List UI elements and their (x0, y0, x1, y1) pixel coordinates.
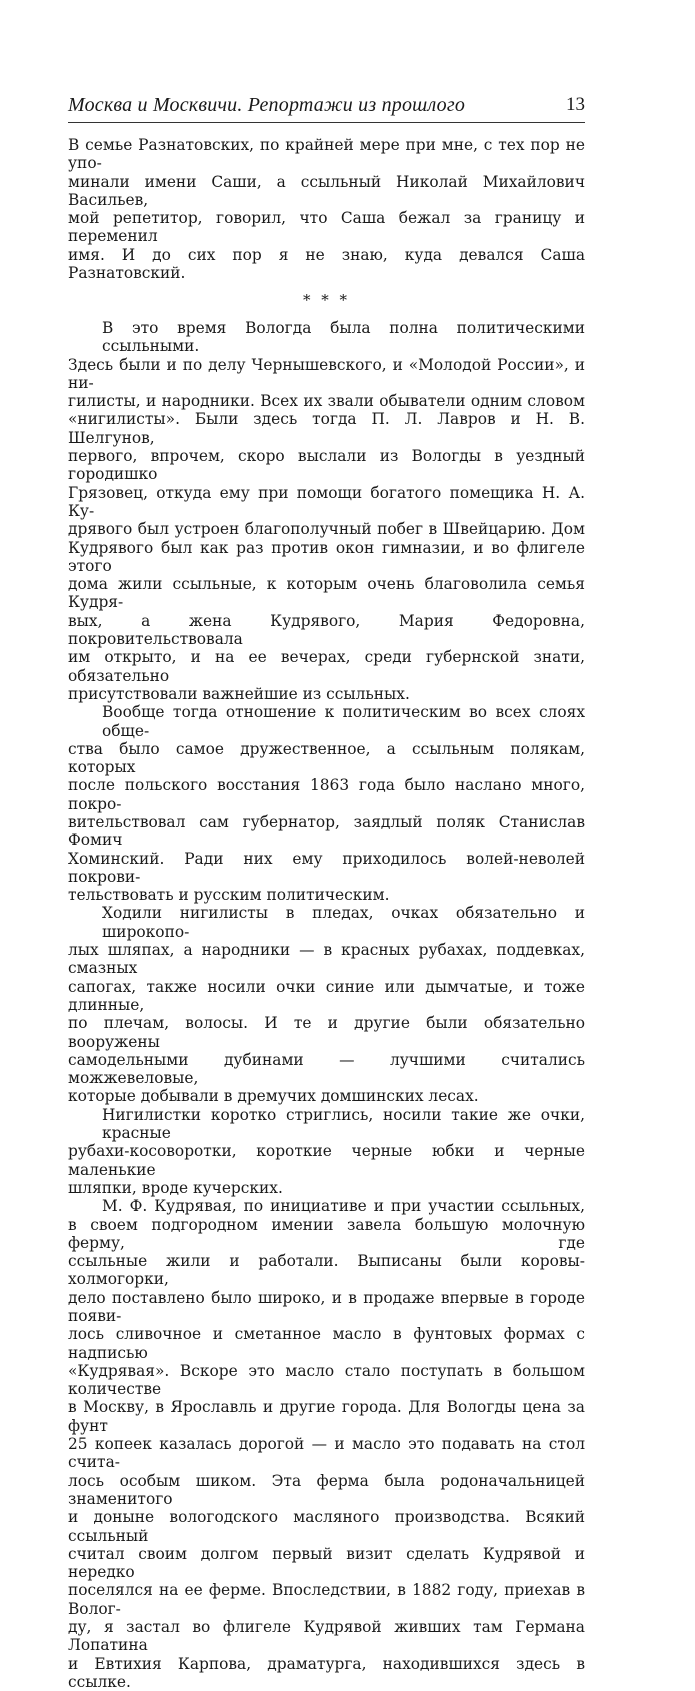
text-line: ства было самое дружественное, а ссыльным полякам, которых (68, 739, 585, 777)
text-line: вительствовал сам губернатор, заядлый поляк Станислав Фомич (68, 812, 585, 850)
text-line: первого, впрочем, скоро выслали из Вологды в уездный городишко (68, 447, 585, 484)
text-line: самодельными дубинами — лучшими считались можжевеловые, (68, 1050, 585, 1088)
text-line: гилисты, и народники. Всех их звали обыватели одним словом (68, 392, 585, 411)
text-line: шляпки, вроде кучерских. (68, 1178, 283, 1197)
text-line: В семье Разнатовских, по крайней мере при мне, с тех пор не упо- (68, 136, 585, 173)
text-line: ссыльные жили и работали. Выписаны были коровы-холмогорки, (68, 1252, 585, 1289)
text-line: в Москву, в Ярославль и другие города. Для Вологды цена за фунт (68, 1398, 585, 1435)
text-line: Кудрявого был как раз против окон гимназии, и во флигеле этого (68, 538, 585, 575)
page-number: 13 (566, 94, 585, 115)
paragraph (68, 136, 585, 282)
text-line: «нигилисты». Были здесь тогда П. Л. Лавров и Н. В. Шелгунов, (68, 410, 585, 447)
text-line: лых шляпах, а народники — в красных рубахах, поддевках, смазных (68, 941, 585, 978)
text-line: «Кудрявая». Вскоре это масло стало поступать в большом количестве (68, 1361, 585, 1399)
paragraph (68, 703, 585, 904)
text-line: Здесь были и по делу Чернышевского, и «Молодой России», и ни- (68, 355, 585, 392)
text-line: в своем подгородном имении завела большую молочную ферму, где (68, 1215, 585, 1252)
text-line: им открыто, и на ее вечерах, среди губернской знати, обязательно (68, 648, 585, 685)
running-title: Москва и Москвичи. Репортажи из прошлого (68, 94, 466, 116)
text-line: Грязовец, откуда ему при помощи богатого помещика Н. А. Ку- (68, 483, 585, 520)
text-line: имя. И до сих пор я не знаю, куда девался Саша Разнатовский. (68, 245, 585, 283)
paragraph (68, 1106, 585, 1197)
text-line: и доныне вологодского масляного производства. Всякий ссыльный (68, 1508, 585, 1545)
paragraph (68, 904, 585, 1105)
text-line: вых, а жена Кудрявого, Мария Федоровна, покровительствовала (68, 611, 585, 649)
text-line: считал своим долгом первый визит сделать Кудрявой и нередко (68, 1544, 585, 1582)
text-line: после польского восстания 1863 года было наслано много, покро- (68, 776, 585, 813)
text-line: Ходили нигилисты в пледах, очках обязательно и широкопо- (102, 904, 585, 941)
page-body (68, 136, 585, 1691)
text-line: рубахи-косоворотки, короткие черные юбки и черные маленькие (68, 1142, 585, 1179)
text-line: сапогах, также носили очки синие или дымчатые, и тоже длинные, (68, 977, 585, 1014)
text-line: лось особым шиком. Эта ферма была родоначальницей знаменитого (68, 1471, 585, 1508)
text-line: Хоминский. Ради них ему приходилось волей-неволей покрови- (68, 849, 585, 886)
text-line: Вообще тогда отношение к политическим во всех слоях обще- (102, 703, 585, 740)
text-line: дома жили ссыльные, к которым очень благоволила семья Кудря- (68, 575, 585, 612)
text-line: поселялся на ее ферме. Впоследствии, в 1882 году, приехав в Волог- (68, 1581, 585, 1618)
text-line: Нигилистки коротко стриглись, носили такие же очки, красные (102, 1105, 585, 1143)
text-line: М. Ф. Кудрявая, по инициативе и при участии ссыльных, (102, 1197, 585, 1216)
text-line: тельствовать и русским политическим. (68, 886, 390, 905)
section-separator: * * * (302, 291, 351, 310)
paragraph (68, 319, 585, 703)
text-line: присутствовали важнейшие из ссыльных. (68, 684, 410, 703)
text-line: 25 копеек казалась дорогой — и масло это подавать на стол счита- (68, 1435, 585, 1472)
text-line: и Евтихия Карпова, драматурга, находившихся здесь в ссылке. (68, 1654, 585, 1691)
text-line: В это время Вологда была полна политическими ссыльными. (102, 318, 585, 356)
text-line: дело поставлено было широко, и в продаже впервые в городе появи- (68, 1288, 585, 1325)
text-line: лось сливочное и сметанное масло в фунтовых формах с надписью (68, 1325, 585, 1362)
text-line: дрявого был устроен благополучный побег в Швейцарию. Дом (68, 520, 585, 539)
running-header (68, 92, 585, 123)
text-line: минали имени Саши, а ссыльный Николай Михайлович Васильев, (68, 172, 585, 209)
paragraph (68, 1197, 585, 1691)
text-line: ду, я застал во флигеле Кудрявой живших там Германа Лопатина (68, 1618, 585, 1655)
text-line: по плечам, волосы. И те и другие были обязательно вооружены (68, 1014, 585, 1051)
text-line: которые добывали в дремучих домшинских лесах. (68, 1087, 479, 1106)
text-line: мой репетитор, говорил, что Саша бежал за границу и переменил (68, 209, 585, 246)
